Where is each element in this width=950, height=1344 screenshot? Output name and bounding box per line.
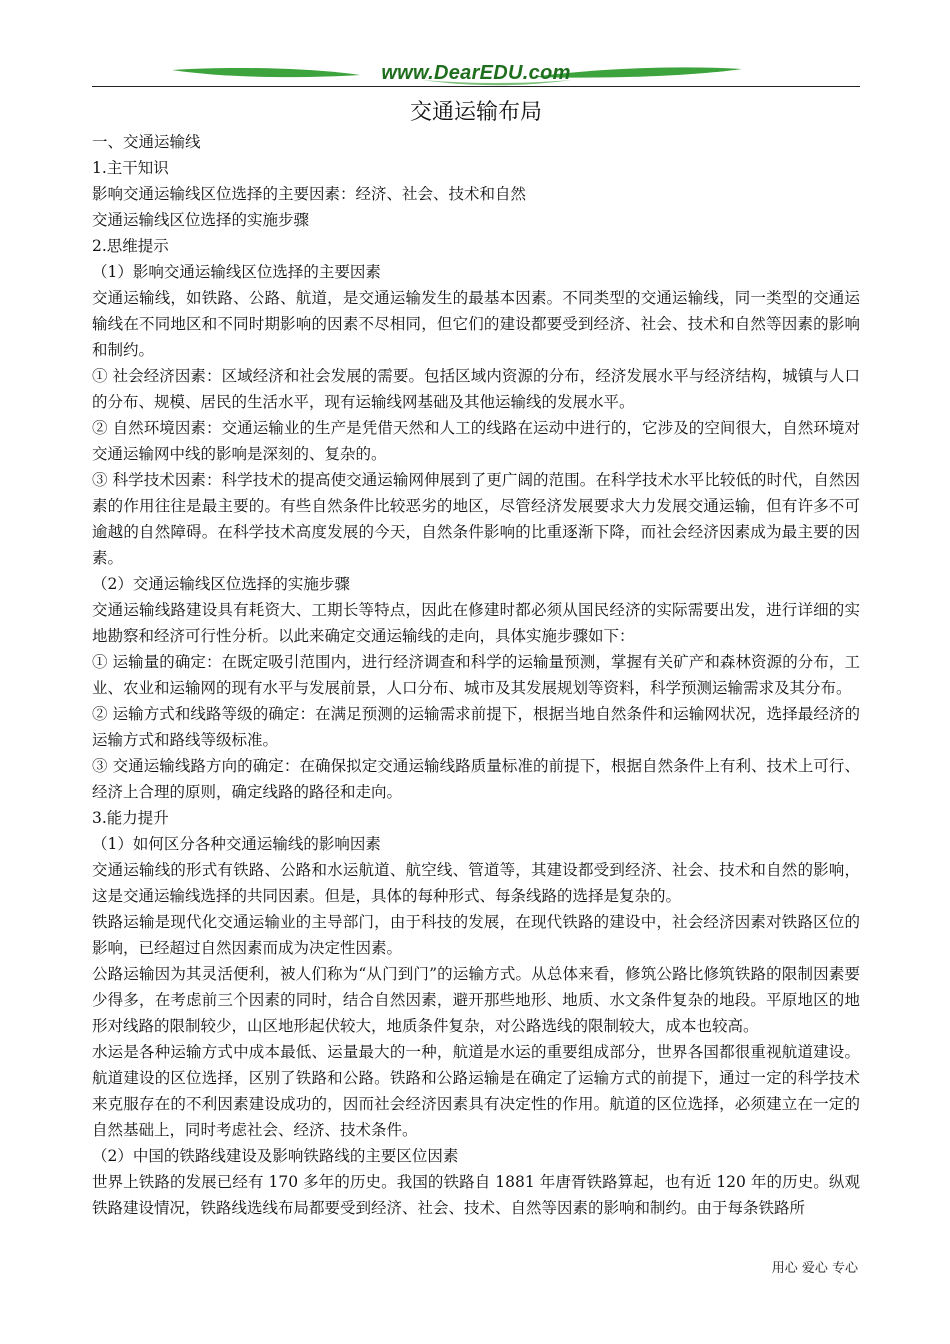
site-logo-text: www.DearEDU.com <box>381 62 571 84</box>
subsection-heading: 1.主干知识 <box>92 159 169 177</box>
document-title: 交通运输布局 <box>409 100 542 125</box>
section-heading: 一、交通运输线 <box>92 133 201 151</box>
paragraph: ① 社会经济因素：区域经济和社会发展的需要。包括区域内资源的分布，经济发展水平与经济结构，城镇与人口的分布、规模、居民的生活水平，现有运输线网基础及其他运输线的发展水平。 <box>92 367 860 411</box>
paragraph: ③ 交通运输线路方向的确定：在确保拟定交通运输线路质量标准的前提下，根据自然条件上有利、技术上可行、经济上合理的原则，确定线路的路径和走向。 <box>92 757 860 801</box>
item-heading: （1）如何区分各种交通运输线的影响因素 <box>92 835 381 853</box>
paragraph: ① 运输量的确定：在既定吸引范围内，进行经济调查和科学的运输量预测，掌握有关矿产和森林资源的分布，工业、农业和运输网的现有水平与发展前景，人口分布、城市及其发展规划等资料，科学预测运输需求及其分布。 <box>92 653 860 697</box>
paragraph: 交通运输线，如铁路、公路、航道，是交通运输发生的最基本因素。不同类型的交通运输线，同一类型的交通运输线在不同地区和不同时期影响的因素不尽相同，但它们的建设都要受到经济、社会、技术和自然等因素的影响和制约。 <box>92 289 860 359</box>
paragraph: 交通运输线路建设具有耗资大、工期长等特点，因此在修建时都必须从国民经济的实际需要出发，进行详细的实地勘察和经济可行性分析。以此来确定交通运输线的走向，具体实施步骤如下： <box>92 601 860 645</box>
paragraph: ② 自然环境因素：交通运输业的生产是凭借天然和人工的线路在运动中进行的，它涉及的空间很大，自然环境对交通运输网中线的影响是深刻的、复杂的。 <box>92 419 860 463</box>
page-header <box>92 60 860 92</box>
paragraph: 影响交通运输线区位选择的主要因素：经济、社会、技术和自然 <box>92 185 527 203</box>
header-rule <box>92 86 860 87</box>
subsection-heading: 2.思维提示 <box>92 237 169 255</box>
paragraph: 水运是各种运输方式中成本最低、运量最大的一种，航道是水运的重要组成部分，世界各国都很重视航道建设。航道建设的区位选择，区别了铁路和公路。铁路和公路运输是在确定了运输方式的前提下，通过一定的科学技术来克服存在的不利因素建设成功的，因而社会经济因素具有决定性的作用。航道的区位选择，必须建立在一定的自然基础上，同时考虑社会、经济、技术条件。 <box>92 1043 860 1139</box>
subsection-heading: 3.能力提升 <box>92 809 169 827</box>
paragraph: 交通运输线的形式有铁路、公路和水运航道、航空线、管道等，其建设都受到经济、社会、技术和自然的影响，这是交通运输线选择的共同因素。但是，具体的每种形式、每条线路的选择是复杂的。 <box>92 861 860 905</box>
paragraph: 世界上铁路的发展已经有 170 多年的历史。我国的铁路自 1881 年唐胥铁路算起，也有近 120 年的历史。纵观铁路建设情况，铁路线选线布局都要受到经济、社会、技术、自然等因素的影响和制约。由于每条铁路所 <box>92 1173 860 1217</box>
paragraph: 公路运输因为其灵活便利，被人们称为“从门到门”的运输方式。从总体来看，修筑公路比修筑铁路的限制因素要少得多，在考虑前三个因素的同时，结合自然因素，避开那些地形、地质、水文条件复杂的地段。平原地区的地形对线路的限制较少，山区地形起伏较大，地质条件复杂，对公路选线的限制较大，成本也较高。 <box>92 965 860 1035</box>
paragraph: ② 运输方式和线路等级的确定：在满足预测的运输需求前提下，根据当地自然条件和运输网状况，选择最经济的运输方式和路线等级标准。 <box>92 705 860 749</box>
item-heading: （1）影响交通运输线区位选择的主要因素 <box>92 263 381 281</box>
item-heading: （2）中国的铁路线建设及影响铁路线的主要区位因素 <box>92 1147 459 1165</box>
page-footer: 用心 爱心 专心 <box>771 1261 858 1276</box>
paragraph: 交通运输线区位选择的实施步骤 <box>92 211 310 229</box>
paragraph: 铁路运输是现代化交通运输业的主导部门，由于科技的发展，在现代铁路的建设中，社会经济因素对铁路区位的影响，已经超过自然因素而成为决定性因素。 <box>92 913 860 957</box>
document-body <box>92 129 860 1221</box>
paragraph: ③ 科学技术因素：科学技术的提高使交通运输网伸展到了更广阔的范围。在科学技术水平比较低的时代，自然因素的作用往往是最主要的。有些自然条件比较恶劣的地区，尽管经济发展要求大力发展交通运输，但有许多不可逾越的自然障碍。在科学技术高度发展的今天，自然条件影响的比重逐渐下降，而社会经济因素成为最主要的因素。 <box>92 471 860 567</box>
item-heading: （2）交通运输线区位选择的实施步骤 <box>92 575 350 593</box>
